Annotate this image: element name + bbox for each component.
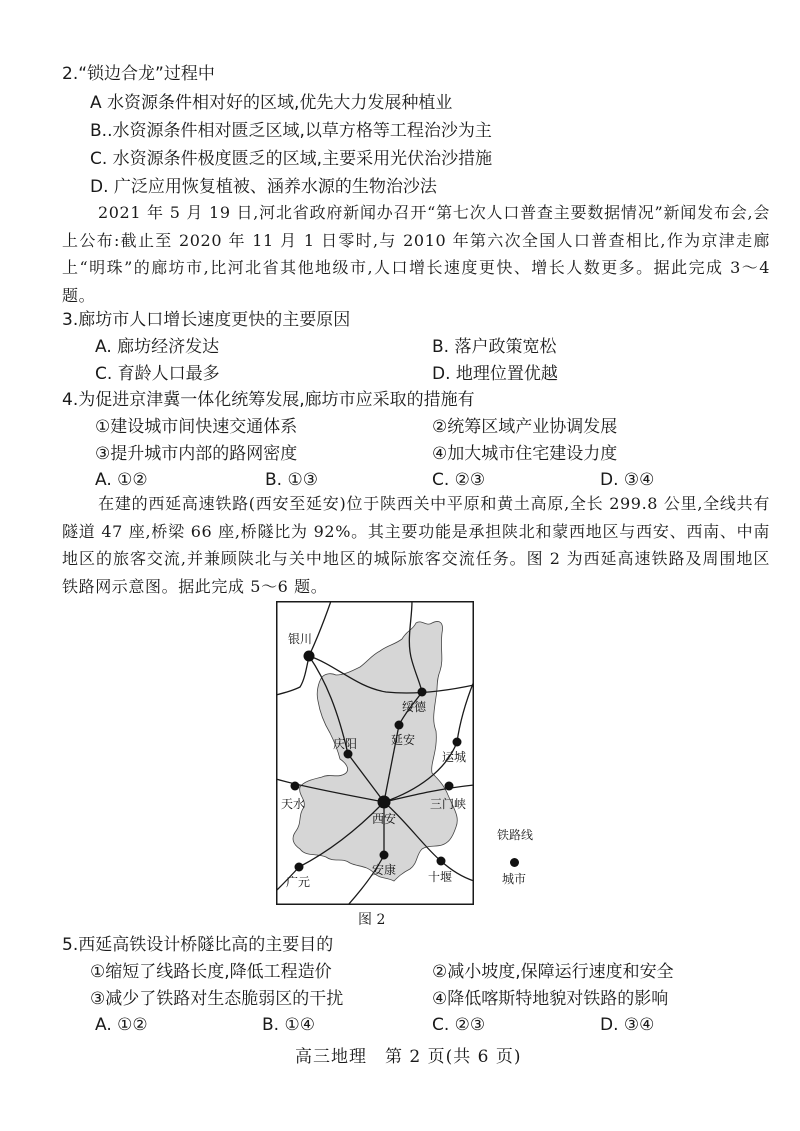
q2-option-a: A 水资源条件相对好的区域,优先大力发展种植业 <box>90 93 453 113</box>
city-dot-yuncheng <box>453 738 462 747</box>
legend-city-dot <box>510 858 519 867</box>
passage-xiyan-text: 在建的西延高速铁路(西安至延安)位于陕西关中平原和黄土高原,全长 299.8 公里,全线共有隧道 47 座,桥梁 66 座,桥隧比为 92%。其主要功能是承担陕北和蒙西地区与西安、西南、中南地区的旅客交流,并兼顾陕北与关中地区的城际旅客交流任务。图 2 为西延高速铁路及周围地区铁路网示意图。据此完成 5～6 题。 <box>62 494 770 596</box>
q5-stem: 5.西延高铁设计桥隧比高的主要目的 <box>62 935 334 955</box>
q4-item-3: ③提升城市内部的路网密度 <box>95 444 298 464</box>
city-dot-guangyuan <box>295 863 304 872</box>
city-dot-xian <box>378 796 391 809</box>
q5-option-a: A. ①② <box>95 1015 148 1035</box>
city-dot-tianshui <box>291 782 300 791</box>
railway-line <box>276 656 309 695</box>
q5-option-c: C. ②③ <box>432 1015 486 1035</box>
q4-option-b: B. ①③ <box>265 470 318 490</box>
q4-stem: 4.为促进京津冀一体化统筹发展,廊坊市应采取的措施有 <box>62 390 475 410</box>
q4-option-d: D. ③④ <box>600 470 655 490</box>
city-label-tianshui: 天水 <box>281 797 306 811</box>
city-label-sanmenxia: 三门峡 <box>430 797 467 811</box>
city-dot-ankang <box>380 851 389 860</box>
q4-item-1: ①建设城市间快速交通体系 <box>95 417 298 437</box>
city-label-suide: 绥德 <box>402 700 427 714</box>
page-footer: 高三地理 第 2 页(共 6 页) <box>295 1047 522 1067</box>
city-label-ankang: 安康 <box>372 863 397 877</box>
q5-item-1: ①缩短了线路长度,降低工程造价 <box>90 962 332 982</box>
q2-option-d: D. 广泛应用恢复植被、涵养水源的生物治沙法 <box>90 177 437 197</box>
q2-option-b: B..水资源条件相对匮乏区域,以草方格等工程治沙为主 <box>90 121 492 141</box>
city-label-yanan: 延安 <box>391 733 416 747</box>
city-dot-suide <box>418 688 427 697</box>
shaanxi-region <box>293 621 457 881</box>
q3-option-c: C. 育龄人口最多 <box>95 364 220 384</box>
passage-langfang <box>62 199 770 309</box>
city-label-qingyang: 庆阳 <box>333 737 358 751</box>
q5-item-2: ②减小坡度,保障运行速度和安全 <box>432 962 674 982</box>
legend-railway-label: 铁路线 <box>497 828 534 842</box>
city-dot-yinchuan <box>304 651 315 662</box>
city-dot-sanmenxia <box>445 782 454 791</box>
q4-item-2: ②统筹区域产业协调发展 <box>432 417 618 437</box>
q4-item-4: ④加大城市住宅建设力度 <box>432 444 618 464</box>
city-label-shiyan: 十堰 <box>428 870 453 884</box>
q3-option-b: B. 落户政策宽松 <box>432 337 557 357</box>
legend-city-label: 城市 <box>502 872 527 886</box>
q4-option-a: A. ①② <box>95 470 148 490</box>
city-dot-yanan <box>395 721 404 730</box>
q5-option-d: D. ③④ <box>600 1015 655 1035</box>
q3-option-d: D. 地理位置优越 <box>432 364 558 384</box>
city-label-guangyuan: 广元 <box>286 875 311 889</box>
passage-xiyan-railway <box>62 490 770 600</box>
figure-caption: 图 2 <box>358 912 386 928</box>
railway-network-map <box>276 601 474 905</box>
q5-option-b: B. ①④ <box>262 1015 315 1035</box>
city-label-xian: 西安 <box>372 812 397 826</box>
q4-option-c: C. ②③ <box>432 470 486 490</box>
railway-line <box>309 601 331 656</box>
passage-langfang-text: 2021 年 5 月 19 日,河北省政府新闻办召开“第七次人口普查主要数据情况”新闻发布会,会上公布:截止至 2020 年 11 月 1 日零时,与 2010 年第六次全国人口普查相比,作为京津走廊上“明珠”的廊坊市,比河北省其他地级市,人口增长速度更快、增长人数更多。据此完成 3～4 题。 <box>62 203 770 305</box>
city-label-yuncheng: 运城 <box>442 750 467 764</box>
city-label-yinchuan: 银川 <box>288 632 313 646</box>
city-dot-shiyan <box>437 857 446 866</box>
q5-item-3: ③减少了铁路对生态脆弱区的干扰 <box>90 989 344 1009</box>
q2-stem: 2.“锁边合龙”过程中 <box>62 64 215 84</box>
q2-option-c: C. 水资源条件极度匮乏的区域,主要采用光伏治沙措施 <box>90 149 493 169</box>
q3-option-a: A. 廊坊经济发达 <box>95 337 220 357</box>
q3-stem: 3.廊坊市人口增长速度更快的主要原因 <box>62 310 351 330</box>
q5-item-4: ④降低喀斯特地貌对铁路的影响 <box>432 989 669 1009</box>
